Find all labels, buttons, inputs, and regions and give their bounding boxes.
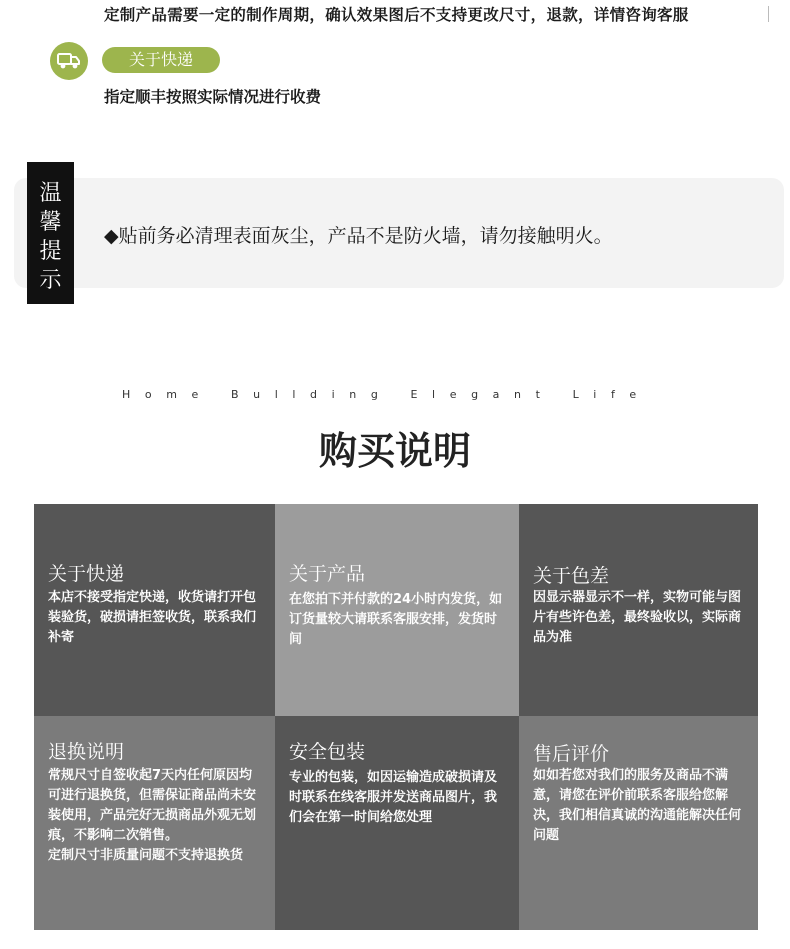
card-body [48,588,265,648]
card-body [289,590,509,650]
card-body [289,768,509,828]
section-tagline: Home Bullding Elegant Life [122,388,651,401]
section-heading: 购买说明 [318,429,471,473]
tip-tab-char: 温 [39,181,62,206]
card-shipping [34,504,275,716]
shipping-note: 指定顺丰按照实际情况进行收费 [104,87,322,106]
custom-product-note: 定制产品需要一定的制作周期，确认效果图后不支持更改尺寸，退款，详情咨询客服 [104,5,689,24]
card-body-text: 定制尺寸非质量问题不支持退换货 [48,848,244,863]
tip-tab-char: 示 [39,268,62,293]
truck-icon [50,42,88,80]
card-title: 关于色差 [533,565,610,587]
card-title: 售后评价 [533,743,610,765]
card-body-text: 在您拍下并付款的24小时内发货，如订货量较大请联系客服安排，发货时间 [289,592,503,647]
card-body [533,766,748,846]
tip-text: ◆贴前务必清理表面灰尘，产品不是防火墙，请勿接触明火。 [104,225,613,247]
card-title: 关于快递 [48,563,125,585]
warm-tips-tab [27,162,74,304]
tip-tab-char: 提 [39,239,62,264]
card-product [275,504,519,716]
card-body [533,588,748,648]
card-title: 关于产品 [289,563,366,585]
card-color-diff [519,504,758,716]
card-body-text: 本店不接受指定快递，收货请打开包装验货，破损请拒签收货，联系我们补寄 [48,590,257,645]
card-after-sales [519,716,758,930]
edge-divider [768,6,769,22]
purchase-info-grid [34,504,758,930]
card-title: 退换说明 [48,741,125,763]
shipping-pill-label: 关于快递 [102,47,220,73]
card-title: 安全包装 [289,741,366,763]
card-body [48,766,265,866]
tip-tab-char: 馨 [39,210,62,235]
card-body-text: 常规尺寸自签收起7天内任何原因均可进行退换货，但需保证商品尚未安装使用，产品完好无损商品外观无划痕，不影响二次销售。 [48,768,257,843]
card-returns [34,716,275,930]
card-body-text: 因显示器显示不一样，实物可能与图片有些许色差，最终验收以，实际商品为准 [533,590,742,645]
card-body-text: 专业的包装，如因运输造成破损请及时联系在线客服并发送商品图片，我们会在第一时间给您处理 [289,770,498,825]
card-packaging [275,716,519,930]
card-body-text: 如如若您对我们的服务及商品不满意，请您在评价前联系客服给您解决，我们相信真诚的沟通能解决任何问题 [533,768,742,843]
